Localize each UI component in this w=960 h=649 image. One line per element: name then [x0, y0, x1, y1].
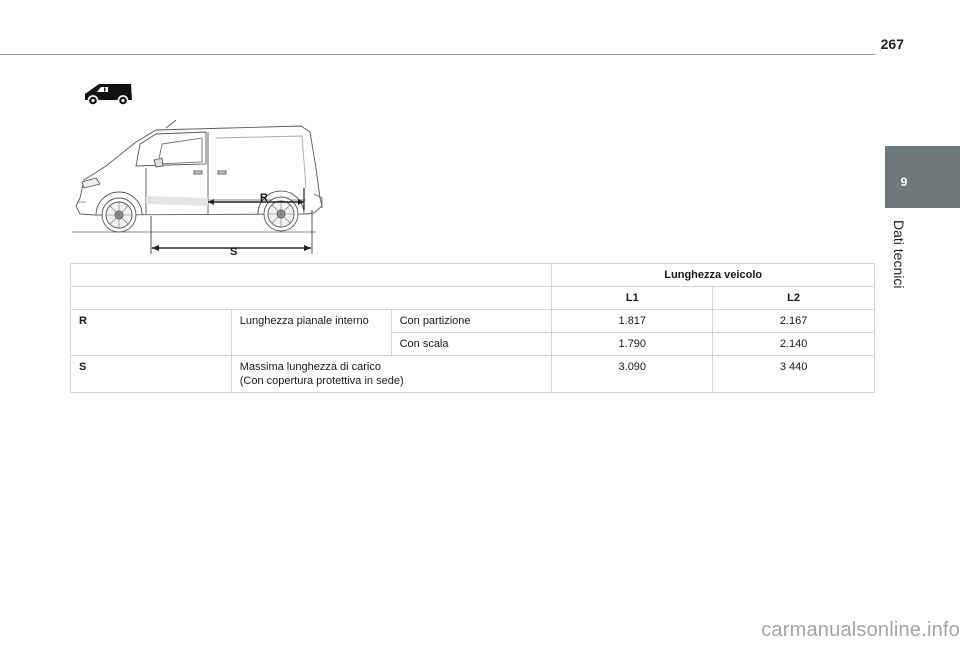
row-variant: Con partizione: [391, 310, 552, 333]
table-subheader-blank: [71, 287, 552, 310]
table-subheader-row: [71, 287, 875, 310]
chapter-title: Dati tecnici: [891, 220, 907, 289]
value-l1: 1.790: [552, 333, 713, 356]
dimension-label-s: S: [230, 246, 238, 258]
value-l2: 3 440: [713, 356, 875, 393]
table-row: [71, 310, 875, 333]
header-divider: [0, 54, 875, 55]
row-code: R: [71, 310, 232, 356]
van-icon: [82, 80, 134, 108]
column-l1: L1: [552, 287, 713, 310]
page-number: 267: [880, 36, 904, 52]
chapter-number: 9: [900, 175, 908, 189]
watermark: carmanualsonline.info: [761, 619, 960, 641]
dimension-label-r: R: [260, 192, 268, 204]
group-header: Lunghezza veicolo: [552, 264, 875, 287]
row-variant: Con scala: [391, 333, 552, 356]
row-description: [231, 356, 552, 393]
description-line: (Con copertura protettiva in sede): [239, 375, 404, 387]
row-code: S: [71, 356, 232, 393]
table-header-row: [71, 264, 875, 287]
table-row: [71, 356, 875, 393]
value-l1: 1.817: [552, 310, 713, 333]
value-l1: 3.090: [552, 356, 713, 393]
value-l2: 2.140: [713, 333, 875, 356]
column-l2: L2: [713, 287, 875, 310]
description-line: Massima lunghezza di carico: [239, 361, 381, 373]
value-l2: 2.167: [713, 310, 875, 333]
van-side-diagram: [66, 118, 332, 260]
row-description: Lunghezza pianale interno: [231, 310, 391, 356]
table-header-blank: [71, 264, 552, 287]
vehicle-length-table: [70, 263, 875, 393]
